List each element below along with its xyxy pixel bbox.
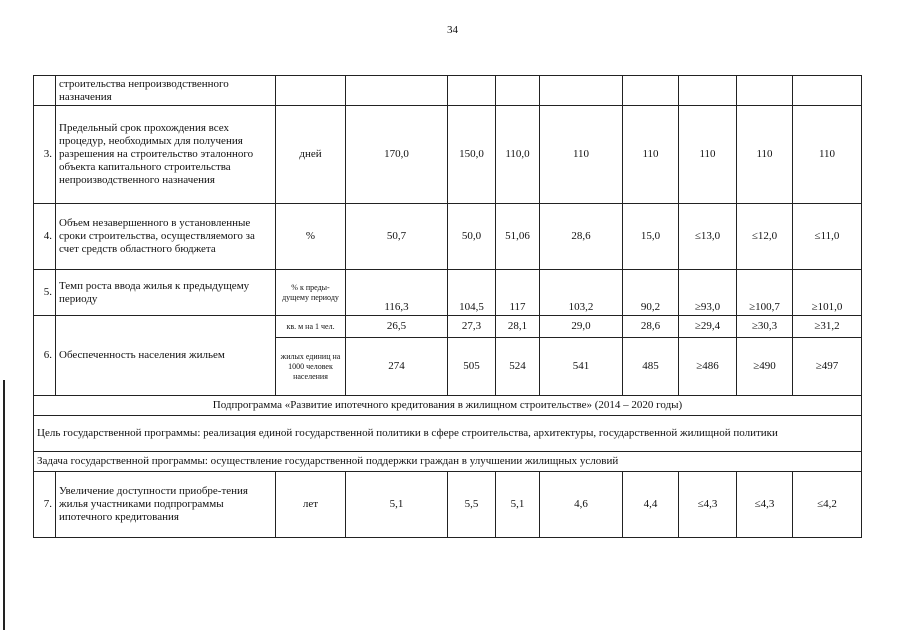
table-row [34,452,862,472]
unit-cell: дней [276,106,346,204]
table-row [34,472,862,538]
value-cell: 29,0 [540,316,623,338]
unit-cell: кв. м на 1 чел. [276,316,346,338]
value-cell: 103,2 [540,270,623,316]
value-cell: ≥490 [737,338,793,396]
value-cell: 170,0 [346,106,448,204]
value-cell: ≤4,3 [737,472,793,538]
value-cell: 50,0 [448,204,496,270]
value-cell: 90,2 [623,270,679,316]
value-cell: ≤13,0 [679,204,737,270]
indicator-name: Обеспеченность населения жильем [56,316,276,396]
value-cell: 116,3 [346,270,448,316]
program-task: Задача государственной программы: осуществление государственной поддержки граждан в улучшении жилищных условий [34,452,862,472]
value-cell: 110 [540,106,623,204]
program-goal: Цель государственной программы: реализация единой государственной политики в сфере строительства, архитектуры, государственной жилищной политики [34,416,862,452]
value-cell: 541 [540,338,623,396]
table-row [34,270,862,316]
value-cell: 485 [623,338,679,396]
value-cell: 110,0 [496,106,540,204]
value-cell: 26,5 [346,316,448,338]
value-cell: 110 [793,106,862,204]
value-cell: 5,1 [346,472,448,538]
row-number: 7. [34,472,56,538]
table-row [34,204,862,270]
value-cell: 110 [737,106,793,204]
value-cell: ≤12,0 [737,204,793,270]
value-cell: ≥30,3 [737,316,793,338]
value-cell: ≥29,4 [679,316,737,338]
value-cell: ≥100,7 [737,270,793,316]
value-cell: 51,06 [496,204,540,270]
value-cell: ≥497 [793,338,862,396]
row-number: 4. [34,204,56,270]
value-cell: 524 [496,338,540,396]
value-cell: ≤4,3 [679,472,737,538]
table-row [34,396,862,416]
indicator-name: Темп роста ввода жилья к предыдущему периоду [56,270,276,316]
scan-edge-mark [3,380,5,630]
value-cell: 27,3 [448,316,496,338]
value-cell: 50,7 [346,204,448,270]
value-cell: 5,1 [496,472,540,538]
value-cell: 110 [679,106,737,204]
indicator-name: строительства непроизводственного назначения [56,76,276,106]
table-row [34,316,862,338]
value-cell: 505 [448,338,496,396]
value-cell: 28,6 [623,316,679,338]
table-row [34,76,862,106]
row-number [34,76,56,106]
value-cell: 5,5 [448,472,496,538]
value-cell: ≤11,0 [793,204,862,270]
value-cell: 104,5 [448,270,496,316]
row-number: 3. [34,106,56,204]
indicator-name: Увеличение доступности приобре-тения жилья участниками подпрограммы ипотечного кредитования [56,472,276,538]
value-cell: 28,1 [496,316,540,338]
value-cell: ≥101,0 [793,270,862,316]
value-cell: 15,0 [623,204,679,270]
subprogram-heading: Подпрограмма «Развитие ипотечного кредитования в жилищном строительстве» (2014 – 2020 годы) [34,396,862,416]
value-cell: 117 [496,270,540,316]
value-cell: 4,6 [540,472,623,538]
indicators-table [33,75,862,538]
value-cell: 150,0 [448,106,496,204]
indicator-name: Предельный срок прохождения всех процедур, необходимых для получения разрешения на строительство эталонного объекта капитального строительства непроизводственного назначения [56,106,276,204]
value-cell: 4,4 [623,472,679,538]
table-row [34,106,862,204]
unit-cell: лет [276,472,346,538]
value-cell: 28,6 [540,204,623,270]
unit-cell: жилых единиц на 1000 человек населения [276,338,346,396]
unit-cell: % [276,204,346,270]
value-cell: ≥31,2 [793,316,862,338]
page-number: 34 [447,24,458,36]
value-cell: ≥93,0 [679,270,737,316]
value-cell: ≤4,2 [793,472,862,538]
row-number: 6. [34,316,56,396]
table-row [34,416,862,452]
indicator-name: Объем незавершенного в установленные сроки строительства, осуществляемого за счет средств областного бюджета [56,204,276,270]
value-cell: 110 [623,106,679,204]
row-number: 5. [34,270,56,316]
unit-cell: % к преды-дущему периоду [276,270,346,316]
value-cell: ≥486 [679,338,737,396]
value-cell: 274 [346,338,448,396]
